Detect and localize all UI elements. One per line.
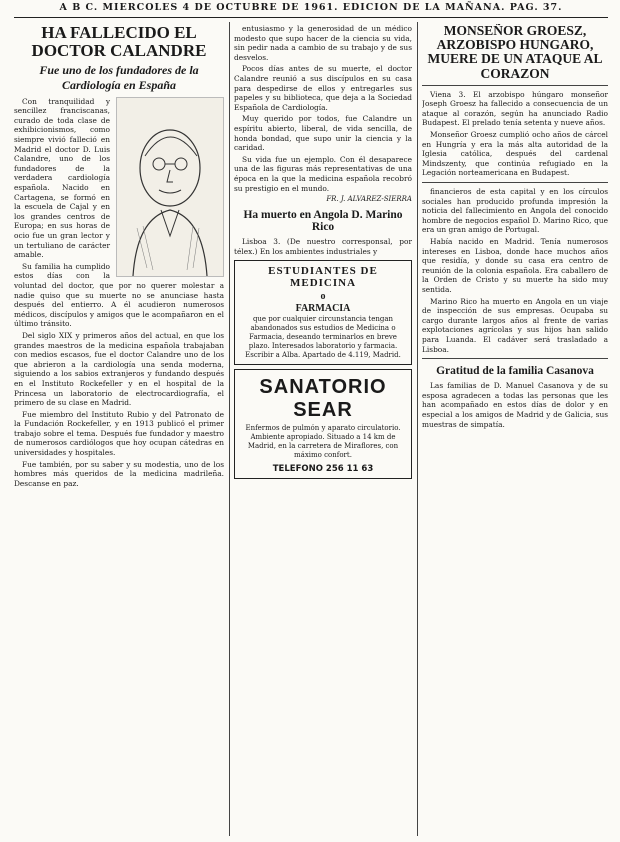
- calandre-headline: HA FALLECIDO EL DOCTOR CALANDRE: [31, 24, 207, 60]
- right-column: [422, 24, 608, 836]
- groesz-headline: MONSEÑOR GROESZ, ARZOBISPO HUNGARO, MUERE DE UN ATAQUE AL CORAZON: [427, 24, 603, 81]
- portrait-illustration: [117, 98, 223, 276]
- calandre-subhead: Fue uno de los fundadores de la Cardiología en España: [39, 62, 199, 92]
- headline-rule: [422, 85, 608, 86]
- farmacia-ad: [234, 260, 412, 365]
- sanatorio-ad: [234, 369, 412, 479]
- sanatorio-text: Enfermos de pulmón y aparato circulatorio. Ambiente apropiado. Situado a 14 km de Madrid, en la carretera de Miraflores, con máximo confort.: [245, 424, 401, 460]
- marino-headline: Ha muerto en Angola D. Marino Rico: [243, 209, 403, 234]
- calandre-paragraph: Fue miembro del Instituto Rubio y del Patronato de la Fundación Rockefeller, y en 1913 publicó el primer trabajo sobre el tema. Después fue fundador y maestro de numerosos cardiólogos que hoy ocupan cátedras en universidades y hospitales.: [14, 409, 224, 458]
- marino-continued-paragraph: Marino Rico ha muerto en Angola en un viaje de inspección de sus empresas. Ocupaba su cargo durante largos años al frente de varias explotaciones agrícolas y sus hijos han salido para Luanda. El cadáver será trasladado a Lisboa.: [422, 296, 608, 354]
- calandre-paragraph: Su familia ha cumplido estos días con la voluntad del doctor, que por no querer molestar a nadie quiso que su muerte no se anunciase hasta después del entierro. A él acudieron numerosos médicos, discípulos y amigos que le acompañaron en el último tránsito.: [14, 261, 224, 329]
- farmacia-ad-text: que por cualquier circunstancia tengan abandonados sus estudios de Medicina o Farmacia, deseando terminarlos en breve plazo. Interesados laboratorio y farmacia. Escribir a Alba. Apartado de 4.119, Madrid.: [245, 315, 401, 360]
- left-column: [14, 24, 224, 836]
- groesz-paragraph: Monseñor Groesz cumplió ocho años de cárcel en Hungría y era la más alta autoridad de la Iglesia católica, después del cardenal Mindszenty, que continúa refugiado en la Legación norteamericana en Budapest.: [422, 130, 608, 178]
- groesz-paragraph: Viena 3. El arzobispo húngaro monseñor Joseph Groesz ha fallecido a consecuencia de un ataque al corazón, según ha anunciado Radio Budapest. El prelado tenía setenta y nueve años.: [422, 89, 608, 128]
- calandre-paragraph: Del siglo XIX y primeros años del actual, en que los grandes maestros de la medicina española trabajaban con medios escasos, fue el doctor Calandre uno de los que abrieron a la cardiología una senda moderna, siguiendo a los sabios extranjeros y fundando después en el Instituto Rockefeller y en el hospital de la Princesa un laboratorio de electrocardiografía, el primero de su clase en Madrid.: [14, 330, 224, 408]
- farmacia-ad-sub: o: [320, 291, 326, 303]
- calandre-continued-paragraph: Su vida fue un ejemplo. Con él desaparece una de las figuras más representativas de una época en la que la medicina española recobró su prestigio en el mundo.: [234, 154, 412, 193]
- gratitud-headline: Gratitud de la familia Casanova: [436, 365, 594, 378]
- marino-paragraph: Lisboa 3. (De nuestro corresponsal, por télex.) En los ambientes industriales y: [234, 237, 412, 256]
- calandre-paragraph: Fue también, por su saber y su modestia, uno de los hombres más queridos de la medicina madrileña. Descanse en paz.: [14, 459, 224, 488]
- farmacia-ad-heading: FARMACIA: [295, 303, 351, 315]
- sanatorio-phone: TELEFONO 256 11 63: [272, 464, 374, 475]
- middle-column: [234, 24, 412, 836]
- sanatorio-name: SANATORIO SEAR: [259, 376, 387, 422]
- column-divider: [417, 22, 418, 836]
- calandre-continued-paragraph: entusiasmo y la generosidad de un médico modesto que supo hacer de la ciencia su vida, sin pedir nada a cambio de su trabajo y de sus desvelos.: [234, 24, 412, 62]
- calandre-continued-paragraph: Pocos días antes de su muerte, el doctor Calandre reunió a sus discípulos en su casa para despedirse de ellos y entregarles sus papeles y su biblioteca, que deja a la Sociedad Española de Cardiología.: [234, 64, 412, 112]
- farmacia-ad-title: ESTUDIANTES DE MEDICINA: [268, 265, 378, 290]
- section-rule: [422, 182, 608, 183]
- calandre-continued-paragraph: Muy querido por todos, fue Calandre un espíritu abierto, liberal, de vida sencilla, de honda bondad, que supo unir la ciencia y la caridad.: [234, 114, 412, 153]
- marino-continued-paragraph: financieros de esta capital y en los círculos sociales han producido profunda impresión la noticia del fallecimiento en Angola del conocido hombre de negocios español D. Marino Rico, que era un gran amigo de Portugal.: [422, 187, 608, 235]
- gratitud-paragraph: Las familias de D. Manuel Casanova y de su esposa agradecen a todas las personas que les han acompañado en estos días de dolor y en especial a los amigos de Madrid y de Galicia, sus muestras de simpatía.: [422, 381, 608, 429]
- header-rule: [14, 17, 608, 18]
- column-divider: [229, 22, 230, 836]
- calandre-portrait: [116, 97, 224, 277]
- section-rule: [422, 358, 608, 359]
- signature: FR. J. ALVAREZ-SIERRA: [326, 195, 412, 204]
- page-header: A B C. MIERCOLES 4 DE OCTUBRE DE 1961. EDICION DE LA MAÑANA. PAG. 37.: [59, 2, 563, 13]
- calandre-paragraph: Con tranquilidad y sencillez franciscanas, curado de toda clase de exhibicionismos, como siempre vivió falleció en Madrid el doctor D. Luis Calandre, uno de los fundadores de la verdadera cardiología española. Nacido en Cartagena, se formó en la escuela de Cajal y en los grandes centros de Europa; en sus horas de ocio fue un gran lector y un tertuliano de carácter amable.: [14, 96, 110, 260]
- marino-continued-paragraph: Había nacido en Madrid. Tenía numerosos intereses en Lisboa, donde hace muchos años que residía, y donde su casa era centro de reunión de la colonia española. Era caballero de la Orden de Cristo y su muerte ha sido muy sentida.: [422, 237, 608, 294]
